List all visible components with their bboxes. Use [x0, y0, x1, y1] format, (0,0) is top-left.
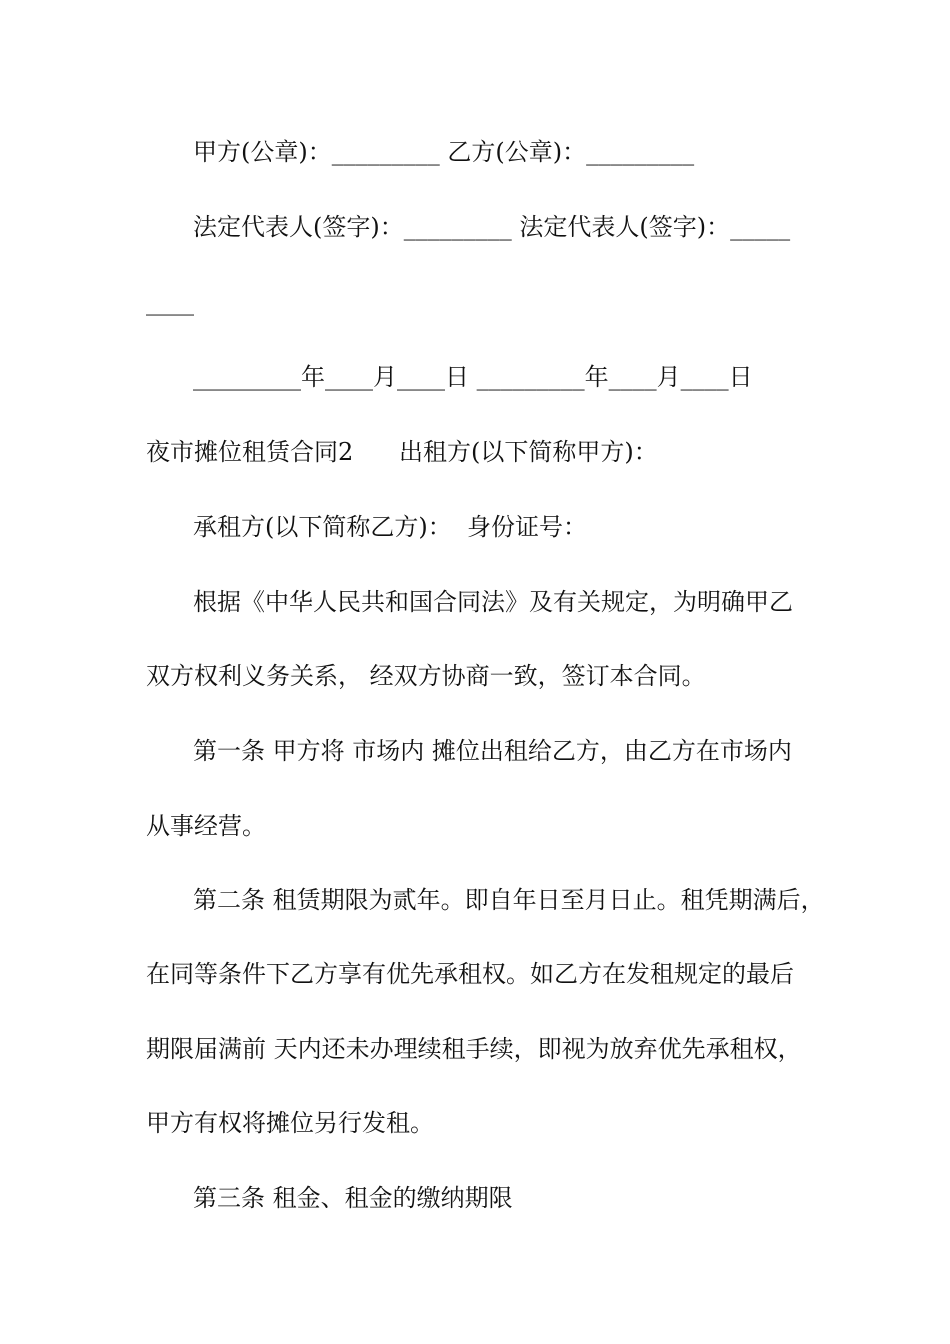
lessee-line: 承租方(以下简称乙方)： 身份证号： — [193, 513, 587, 541]
article-two-line-3: 期限届满前 天内还未办理续租手续，即视为放弃优先承租权， — [146, 1035, 802, 1063]
date-line: _________年____月____日 _________年____月____日 — [193, 363, 753, 391]
legal-representative-line-continued: ____ — [146, 288, 194, 316]
preamble-paragraph-line-1: 根据《中华人民共和国合同法》及有关规定，为明确甲乙 — [193, 588, 793, 616]
article-two-line-1: 第二条 租赁期限为贰年。即自年日至月日止。租凭期满后， — [193, 886, 825, 914]
article-three-heading: 第三条 租金、租金的缴纳期限 — [193, 1184, 513, 1212]
article-two-line-2: 在同等条件下乙方享有优先承租权。如乙方在发租规定的最后 — [146, 960, 794, 988]
contract-title-lessor-line: 夜市摊位租赁合同2 出租方(以下简称甲方)： — [146, 438, 658, 466]
legal-representative-line: 法定代表人(签字)：_________ 法定代表人(签字)：_____ — [193, 213, 791, 241]
article-one-line-1: 第一条 甲方将 市场内 摊位出租给乙方，由乙方在市场内 — [193, 737, 792, 765]
article-one-line-2: 从事经营。 — [146, 812, 266, 840]
article-two-line-4: 甲方有权将摊位另行发租。 — [146, 1109, 434, 1137]
preamble-paragraph-line-2: 双方权利义务关系， 经双方协商一致，签订本合同。 — [146, 662, 706, 690]
signature-seal-line: 甲方(公章)：_________ 乙方(公章)：_________ — [193, 138, 695, 166]
